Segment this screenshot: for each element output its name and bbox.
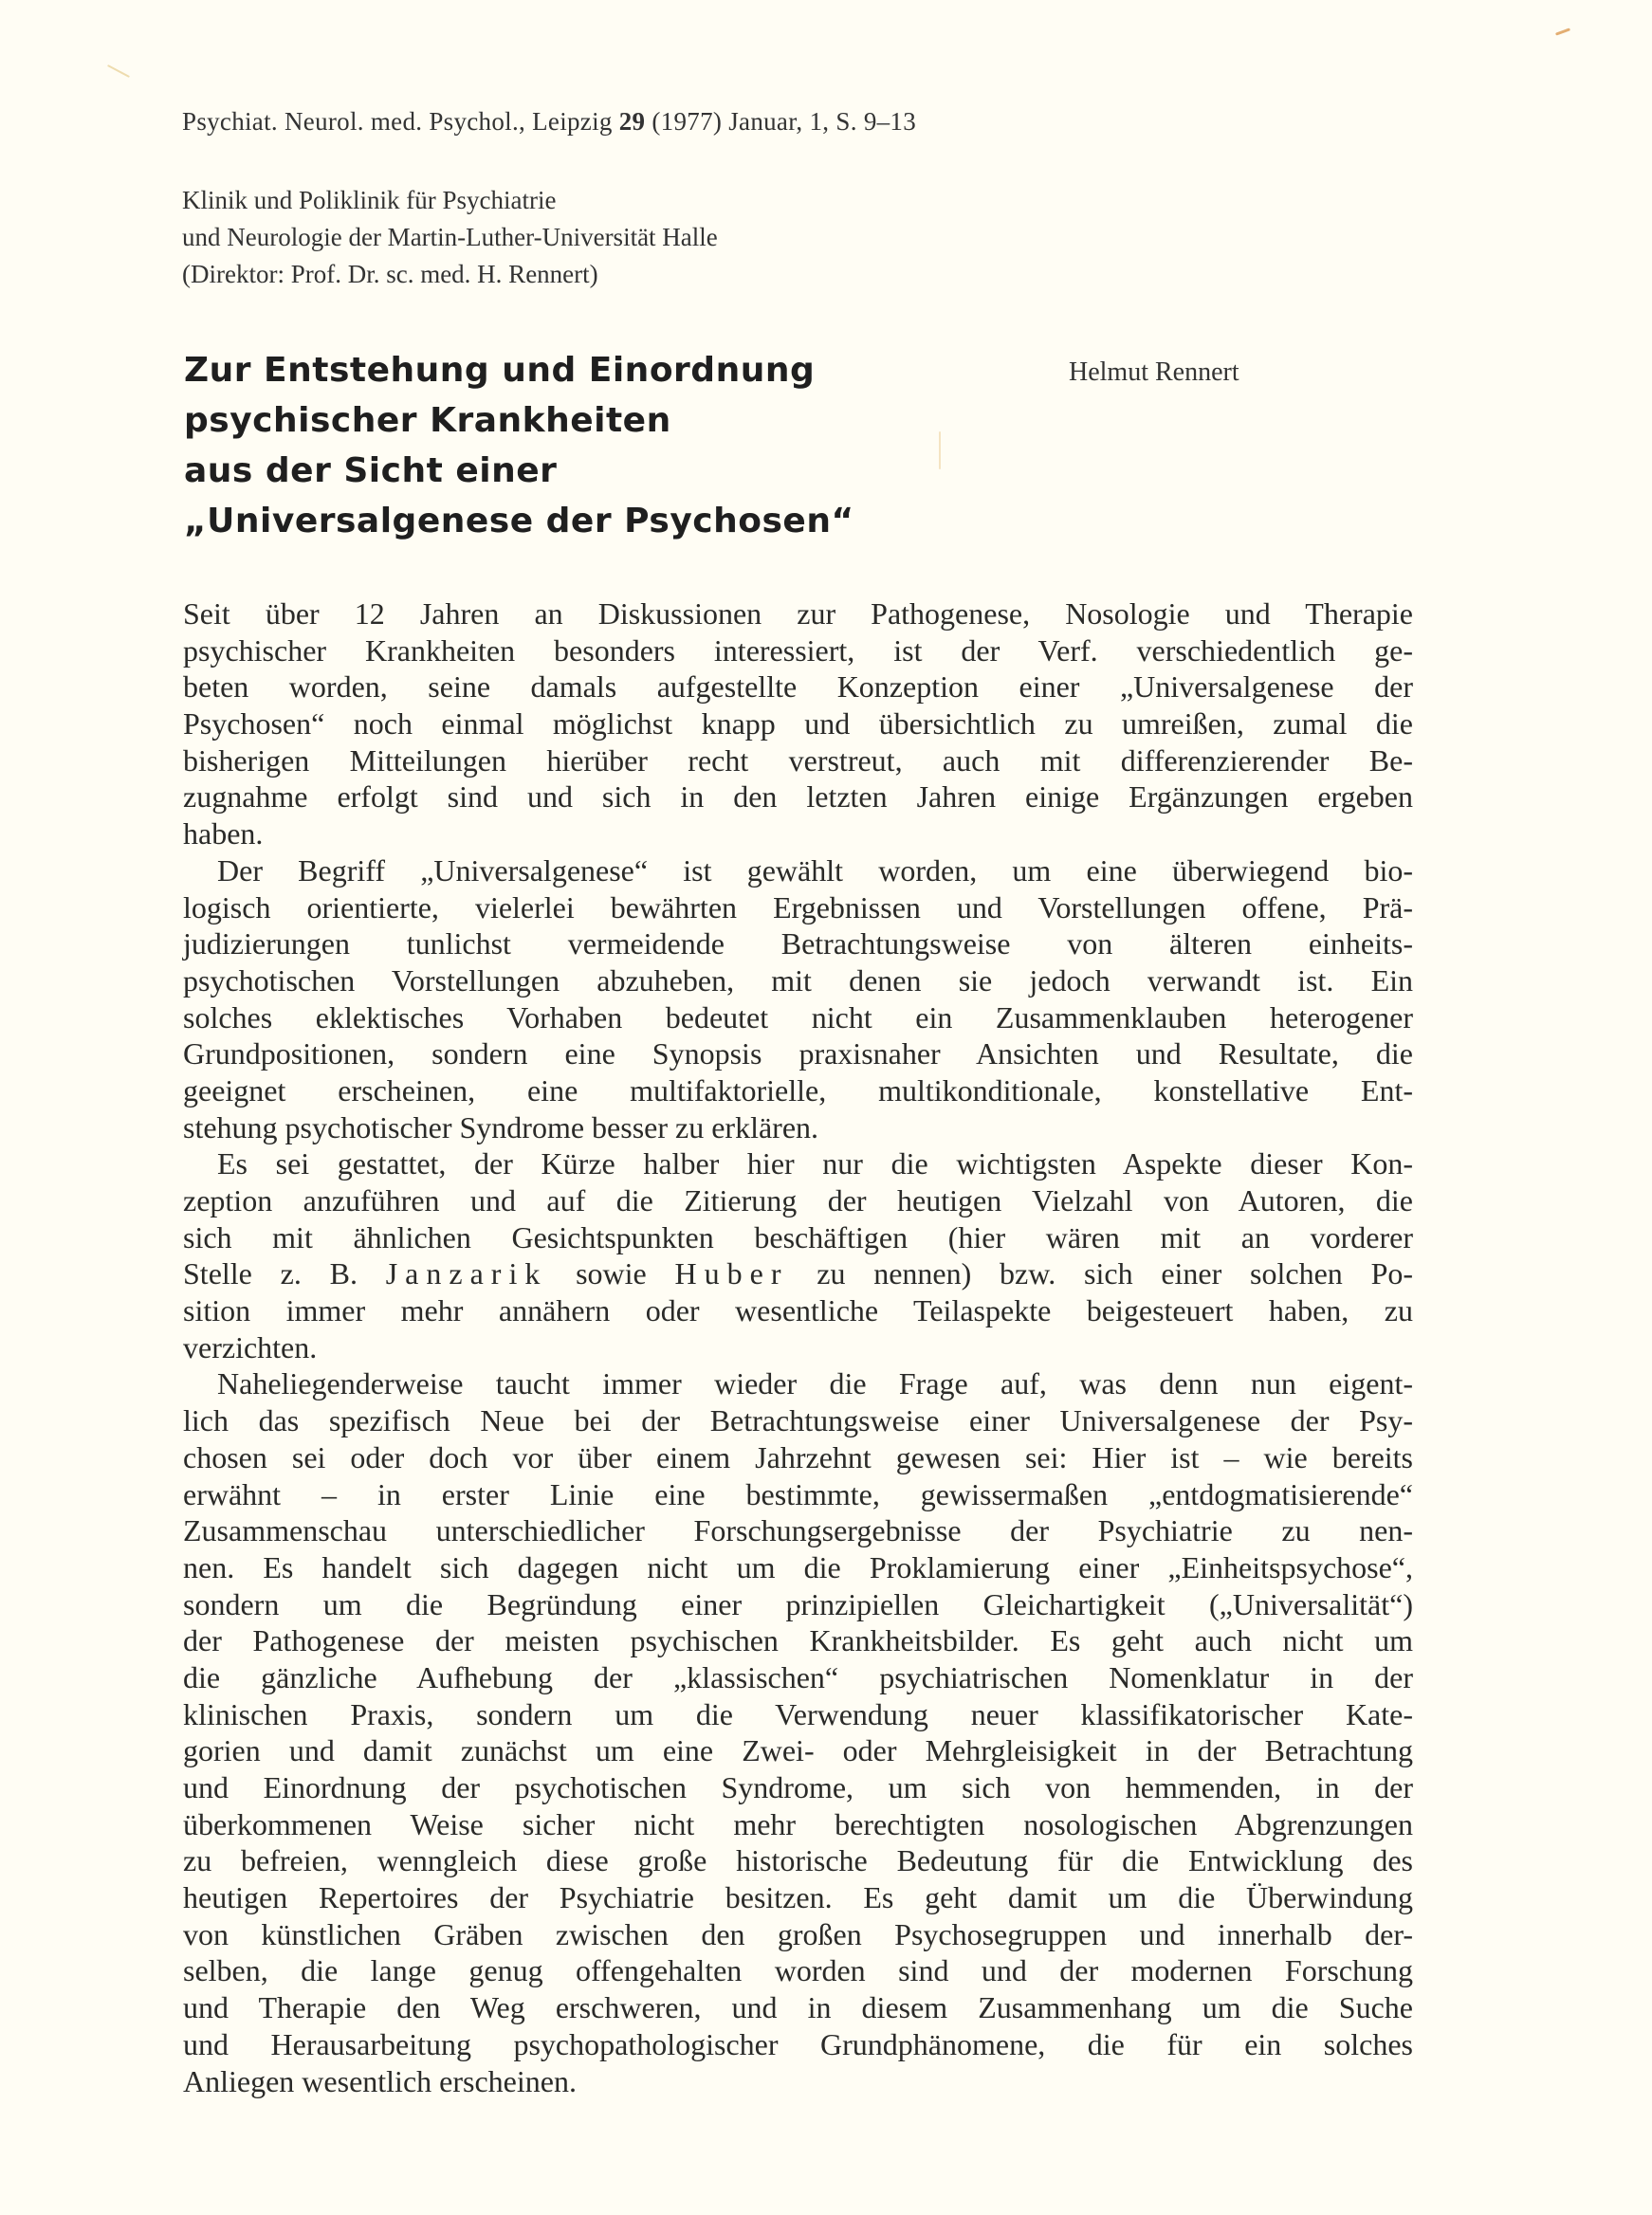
- text-line: solches eklektisches Vorhaben bedeutet nicht ein Zusammenklauben heterogener: [183, 999, 1413, 1034]
- text-line: Seit über 12 Jahren an Diskussionen zur Pathogenese, Nosologie und Therapie: [183, 596, 1413, 631]
- journal-name: Psychiat. Neurol. med. Psychol., Leipzig: [182, 107, 619, 136]
- paper-crease: [939, 431, 941, 469]
- text-line: heutigen Repertoires der Psychiatrie besitzen. Es geht damit um die Überwindung: [183, 1880, 1413, 1915]
- text-line: zugnahme erfolgt sind und sich in den letzten Jahren einige Ergänzungen ergeben: [183, 779, 1413, 815]
- text-line: der Pathogenese der meisten psychischen Krankheitsbilder. Es geht auch nicht um: [183, 1623, 1413, 1658]
- text-line: Naheliegenderweise taucht immer wieder die Frage auf, was denn nun eigent-: [217, 1366, 1413, 1401]
- text-line: Zusammenschau unterschiedlicher Forschungsergebnisse der Psychiatrie zu nen-: [183, 1513, 1413, 1548]
- text-line: chosen sei oder doch vor über einem Jahrzehnt gewesen sei: Hier ist – wie bereits: [183, 1439, 1413, 1474]
- journal-issue-pages: (1977) Januar, 1, S. 9–13: [645, 107, 917, 136]
- affiliation-line: (Direktor: Prof. Dr. sc. med. H. Rennert): [182, 260, 598, 288]
- text-line: Grundpositionen, sondern eine Synopsis praxisnaher Ansichten und Resultate, die: [183, 1036, 1413, 1071]
- text-line: von künstlichen Gräben zwischen den großen Psychosegruppen und innerhalb der-: [183, 1916, 1413, 1951]
- article-title: [184, 345, 854, 546]
- text-line: die gänzliche Aufhebung der „klassischen“ psychiatrischen Nomenklatur in der: [183, 1659, 1413, 1694]
- text-line: bisherigen Mitteilungen hierüber recht verstreut, auch mit differenzierender Be-: [183, 742, 1413, 778]
- text-line: psychotischen Vorstellungen abzuheben, mit denen sie jedoch verwandt ist. Ein: [183, 962, 1413, 998]
- text-line: sition immer mehr annähern oder wesentliche Teilaspekte beigesteuert haben, zu: [183, 1293, 1413, 1328]
- text-line: gorien und damit zunächst um eine Zwei- oder Mehrgleisigkeit in der Betrachtung: [183, 1733, 1413, 1768]
- text-line: logisch orientierte, vielerlei bewährten Ergebnissen und Vorstellungen offene, Prä-: [183, 889, 1413, 924]
- text-line: Psychosen“ noch einmal möglichst knapp und übersichtlich zu umreißen, zumal die: [183, 706, 1413, 741]
- affiliation-line: Klinik und Poliklinik für Psychiatrie: [182, 186, 557, 214]
- text-line: zeption anzuführen und auf die Zitierung der heutigen Vielzahl von Autoren, die: [183, 1183, 1413, 1217]
- text-line: sich mit ähnlichen Gesichtspunkten beschäftigen (hier wären mit an vorderer: [183, 1219, 1413, 1254]
- journal-volume: 29: [618, 107, 646, 136]
- text-line: haben.: [183, 816, 264, 851]
- text-fragment: Stelle z. B.: [183, 1256, 386, 1291]
- affiliation-line: und Neurologie der Martin-Luther-Universität Halle: [182, 223, 718, 251]
- text-line: nen. Es handelt sich dagegen nicht um die Proklamierung einer „Einheitspsychose“,: [183, 1549, 1413, 1584]
- text-line: und Herausarbeitung psychopathologischer Grundphänomene, die für ein solches: [183, 2026, 1413, 2061]
- text-fragment: zu nennen) bzw. sich einer solchen Po-: [788, 1256, 1414, 1291]
- text-line: und Therapie den Weg erschweren, und in diesem Zusammenhang um die Suche: [183, 1990, 1413, 2025]
- text-line: überkommenen Weise sicher nicht mehr berechtigten nosologischen Abgrenzungen: [183, 1806, 1413, 1841]
- text-line: Es sei gestattet, der Kürze halber hier nur die wichtigsten Aspekte dieser Kon-: [217, 1146, 1413, 1181]
- paragraph-3: [183, 1145, 1413, 1365]
- paper-speck: [107, 64, 130, 78]
- text-line: beten worden, seine damals aufgestellte Konzeption einer „Universalgenese der: [183, 669, 1413, 705]
- text-line: geeignet erscheinen, eine multifaktorielle, multikonditionale, konstellative Ent-: [183, 1072, 1413, 1108]
- title-line: „Universalgenese der Psychosen“: [184, 502, 854, 540]
- paragraph-4: [183, 1365, 1413, 2099]
- text-line: stehung psychotischer Syndrome besser zu erklären.: [183, 1109, 819, 1144]
- affiliation-block: [182, 182, 718, 293]
- text-line: Anliegen wesentlich erscheinen.: [183, 2063, 577, 2098]
- article-body: [183, 595, 1413, 2099]
- author-name: Helmut Rennert: [1069, 357, 1239, 387]
- text-line: und Einordnung der psychotischen Syndrome, um sich von hemmenden, in der: [183, 1770, 1413, 1804]
- text-line: lich das spezifisch Neue bei der Betrachtungsweise einer Universalgenese der Psy-: [183, 1403, 1413, 1438]
- text-line: klinischen Praxis, sondern um die Verwendung neuer klassifikatorischer Kate-: [183, 1696, 1413, 1731]
- text-fragment: sowie: [547, 1256, 675, 1291]
- paragraph-2: [183, 852, 1413, 1146]
- text-line: verzichten.: [183, 1329, 318, 1364]
- text-line: sondern um die Begründung einer prinzipiellen Gleichartigkeit („Universalität“): [183, 1586, 1413, 1621]
- paper-speck: [1555, 27, 1570, 35]
- cited-author-janzarik: Janzarik: [385, 1256, 548, 1291]
- text-line: Der Begriff „Universalgenese“ ist gewählt worden, um eine überwiegend bio-: [217, 852, 1413, 888]
- text-line: erwähnt – in erster Linie eine bestimmte, gewissermaßen „entdogmatisierende“: [183, 1476, 1413, 1511]
- text-line-with-author-names: [183, 1255, 1413, 1292]
- text-line: selben, die lange genug offengehalten worden sind und der modernen Forschung: [183, 1953, 1413, 1988]
- title-line: Zur Entstehung und Einordnung: [184, 351, 816, 390]
- text-line: psychischer Krankheiten besonders interessiert, ist der Verf. verschiedentlich ge-: [183, 632, 1413, 668]
- text-line: zu befreien, wenngleich diese große historische Bedeutung für die Entwicklung des: [183, 1843, 1413, 1878]
- journal-citation: [182, 107, 916, 137]
- title-line: psychischer Krankheiten: [184, 401, 671, 440]
- title-line: aus der Sicht einer: [184, 451, 558, 490]
- paragraph-1: [183, 595, 1413, 852]
- text-line: judizierungen tunlichst vermeidende Betrachtungsweise von älteren einheits-: [183, 926, 1413, 961]
- cited-author-huber: Huber: [674, 1256, 789, 1291]
